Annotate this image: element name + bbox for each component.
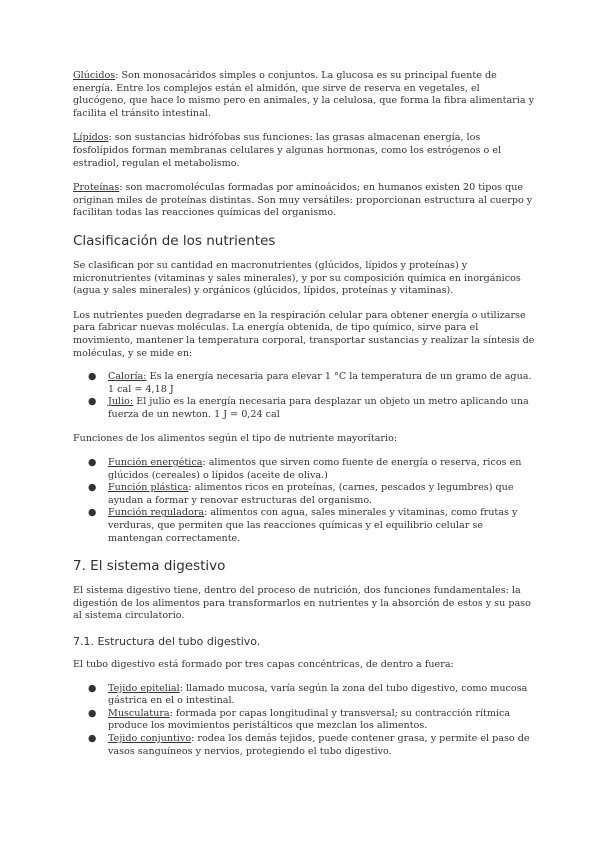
list-item <box>73 683 535 708</box>
lipidos-paragraph <box>73 132 535 170</box>
unit-text: Es la energía necesaria para elevar 1 °C la temperatura de un gramo de agua. 1 cal = 4,18 J <box>108 371 532 395</box>
clasificacion-paragraph-1: Se clasifican por su cantidad en macronutrientes (glúcidos, lípidos y proteínas) y micronutrientes (vitaminas y sales minerales), y por su composición química en inorgánicos (agua y sales minerales) y orgánicos (glúcidos, lípidos, proteínas y vitaminas). <box>73 259 521 297</box>
layer-text: : formada por capas longitudinal y transversal; su contracción rítmica produce los movimientos peristálticos que mezclan los alimentos. <box>108 707 511 732</box>
function-text: : alimentos que sirven como fuente de energía o reserva, ricos en glúcidos (cereales) o lípidos (aceite de oliva.) <box>108 457 522 481</box>
list-item <box>73 396 535 421</box>
sistema-digestivo-heading: 7. El sistema digestivo <box>73 558 226 575</box>
proteinas-term: Proteínas <box>73 182 120 194</box>
function-term: Función energética <box>108 457 203 469</box>
function-term: Función reguladora <box>108 507 205 519</box>
list-item <box>73 457 535 482</box>
sistema-paragraph-1: El sistema digestivo tiene, dentro del proceso de nutrición, dos funciones fundamentales: la digestión de los alimentos para transformarlos en nutrientes y la absorción de estos y su paso al sistema circulatorio. <box>73 585 531 622</box>
function-text: : alimentos con agua, sales minerales y vitaminas, como frutas y verduras, que permiten que las reacciones químicas y el equilibrio celular se mantengan correctamente. <box>108 507 518 544</box>
sistema-paragraph-2: El tubo digestivo está formado por tres capas concéntricas, de dentro a fuera: <box>73 659 454 670</box>
unit-term: Caloría: <box>108 371 147 383</box>
proteinas-text: : son macromoléculas formadas por aminoácidos; en humanos existen 20 tipos que originan miles de proteínas distintas. Son muy versátiles: proporcionan estructura al cuerpo y facilitan todas las reacciones químicas del organismo. <box>73 182 533 219</box>
energy-units-list <box>73 371 535 421</box>
document-page <box>73 70 535 758</box>
tubo-digestivo-subheading: 7.1. Estructura del tubo digestivo. <box>73 635 261 648</box>
clasificacion-paragraph-3: Funciones de los alimentos según el tipo de nutriente mayoritario: <box>73 433 398 445</box>
layer-text: : llamado mucosa, varía según la zona del tubo digestivo, como mucosa gástrica en el o intestinal. <box>108 682 528 707</box>
list-item <box>73 482 535 507</box>
bullet-icon: ● <box>88 507 97 519</box>
bullet-icon: ● <box>88 682 97 694</box>
bullet-icon: ● <box>88 482 97 494</box>
proteinas-paragraph <box>73 182 535 220</box>
layer-text: : rodea los demás tejidos, puede contener grasa, y permite el paso de vasos sanguíneos y nervios, protegiendo el tubo digestivo. <box>108 732 530 757</box>
layer-term: Tejido epitelial <box>108 682 180 694</box>
unit-text: El julio es la energía necesaria para desplazar un objeto un metro aplicando una fuerza de un newton. 1 J = 0,24 cal <box>108 396 529 420</box>
lipidos-text: : son sustancias hidrófobas sus funciones: las grasas almacenan energía, los fosfolípidos forman membranas celulares y algunas hormonas, como los estrógenos o el estradiol, regulan el metabolismo. <box>73 132 502 169</box>
layer-term: Tejido conjuntivo <box>108 732 192 744</box>
clasificacion-heading: Clasificación de los nutrientes <box>73 232 276 249</box>
function-text: : alimentos ricos en proteínas, (carnes, pescados y legumbres) que ayudan a formar y renovar estructuras del organismo. <box>108 482 514 506</box>
bullet-icon: ● <box>88 457 97 469</box>
bullet-icon: ● <box>88 371 97 383</box>
digestive-layers-list <box>73 683 535 759</box>
list-item <box>73 733 535 758</box>
list-item <box>73 371 535 396</box>
bullet-icon: ● <box>88 732 97 744</box>
glucidos-paragraph <box>73 70 535 120</box>
list-item <box>73 708 535 733</box>
glucidos-text: : Son monosacáridos simples o conjuntos. La glucosa es su principal fuente de energía. Entre los complejos están el almidón, que sirve de reserva en vegetales, el glucógeno, que hace lo mismo pero en animales, y la celulosa, que forma la fibra alimentaria y facilita el tránsito intestinal. <box>73 70 535 119</box>
bullet-icon: ● <box>88 707 97 719</box>
food-functions-list <box>73 457 535 545</box>
clasificacion-paragraph-2: Los nutrientes pueden degradarse en la respiración celular para obtener energía o utilizarse para fabricar nuevas moléculas. La energía obtenida, de tipo químico, sirve para el movimiento, mantener la temperatura corporal, transportar sustancias y realizar la síntesis de moléculas, y se mide en: <box>73 309 535 359</box>
glucidos-term: Glúcidos <box>73 70 116 81</box>
list-item <box>73 507 535 545</box>
layer-term: Musculatura <box>108 707 170 719</box>
function-term: Función plástica <box>108 482 189 494</box>
unit-term: Julio: <box>108 396 134 408</box>
bullet-icon: ● <box>88 396 97 408</box>
lipidos-term: Lípidos <box>73 132 109 144</box>
